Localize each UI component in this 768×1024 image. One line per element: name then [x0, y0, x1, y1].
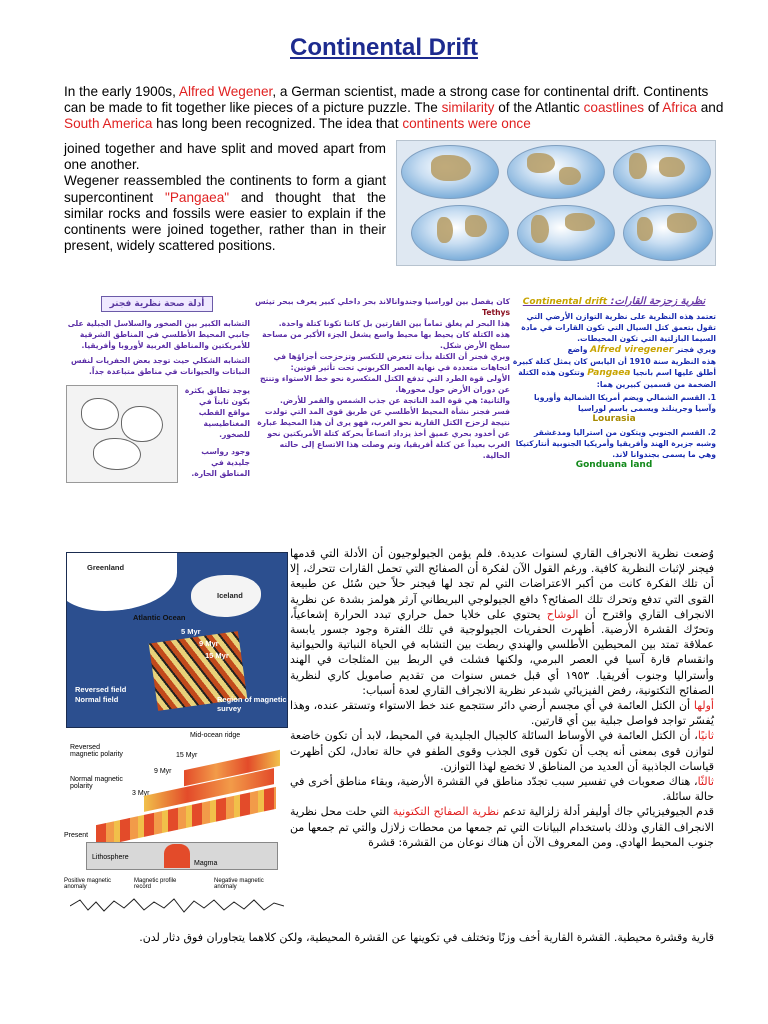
intro-text: , a German scientist, made a strong case for continental drift. Continents can be made to fit together like pieces of a picture puzzle. The [64, 84, 709, 116]
arabic-paragraph [290, 728, 714, 774]
intro-text: of [644, 100, 663, 116]
ridge-label: Mid-ocean ridge [190, 732, 241, 739]
magma-label: Magma [194, 860, 218, 867]
myr-label: 15 Myr [205, 651, 229, 660]
intro-text: In the early 1900s, [64, 84, 179, 99]
tethys-panel [254, 296, 510, 536]
mantle-word: الوشاح [546, 607, 579, 621]
globe-map [507, 145, 605, 199]
globe-map [411, 205, 509, 261]
landmass-shape [531, 215, 549, 243]
para-text: joined together and have split and moved apart from one another. [64, 141, 386, 173]
arabic-paragraph [290, 804, 714, 850]
drift-theory-title [512, 296, 716, 307]
continents-phrase: continents were once [402, 116, 531, 132]
laurasia-en: Lourasia [592, 414, 636, 424]
drift-text: تعتمد هذه النظرية على نظرية التوازن الأرضي التي تقول بتعمق كتل السيال التي تكون القارات في مادة السيما البازلتية التي تكون المحيطات. [521, 312, 716, 343]
south-america-word: South America [64, 116, 153, 132]
tethys-line: هذا البحر لم يغلق تماماً بين القارتين بل كانتا تكونا كتلة واحدة. [278, 319, 510, 328]
arabic-text: ، أن الكتل العائمة في الأوساط السائلة كالجبال الجليدية في المحيط، لابد أن تكون خاضعة لتوازن قوى بمعنى أنه يجب أن تكون قوى الجذب وقوى الطفو في حالة تعادل، لكن أظهرت قياسات الجاذبية أن العديد من المناطق لا تخضع لهذا التوازن. [290, 729, 714, 773]
drift-text [512, 356, 716, 390]
tethys-line: كان يفصل بين لوراسيا وجندوانالاند بحر داخلي كبير يعرف ببحر تيثس [255, 297, 510, 306]
ice-map-image [66, 385, 178, 483]
lithosphere-label: Lithosphere [92, 854, 129, 861]
third-reason: ثالثًا [697, 775, 714, 789]
myr-label: 15 Myr [176, 752, 198, 759]
tethys-line: والثانية: هي قوة المد الناتجة عن جذب الشمس والقمر للأرض. [279, 396, 510, 405]
arabic-body-text [290, 546, 714, 850]
iceland-label: Iceland [217, 591, 243, 600]
second-reason: ثانيًا [697, 729, 714, 743]
africa-word: Africa [662, 100, 697, 116]
landmass-shape [629, 153, 647, 179]
evidence-item: وجود رواسب جليدية في المناطق الحارة. [191, 447, 250, 478]
landmass-shape [437, 217, 453, 243]
magnetic-profile-graph [70, 896, 284, 916]
evidence-header: أدلة صحة نظرية فجنر [101, 296, 213, 312]
evidence-item: التشابه الكبير بين الصخور والسلاسل الجبلية على جانبي المحيط الأطلسي في المناطق الشرقية للأمريكتين والمناطق الغربية لأوروبا وأفريقيا. [67, 319, 250, 350]
coastlines-word: coastlines [583, 100, 645, 116]
pangaea-maps-image [396, 140, 716, 266]
similarity-word: similarity [441, 100, 495, 116]
profile-label: Magnetic profile record [134, 878, 177, 890]
seafloor-spreading-figure [64, 552, 290, 920]
pangaea-en: Pangaea [587, 368, 631, 378]
drift-text [512, 344, 716, 356]
intro-text: and [696, 100, 724, 116]
intro-text: has long been recognized. The idea that [152, 116, 403, 132]
arabic-paragraph [290, 546, 714, 698]
myr-label: 5 Myr [181, 627, 201, 636]
para-text: and thought that the similar rocks and fossils were easier to explain if the continents were joined together, rather than in their present, widely scattered positions. [64, 189, 386, 254]
magma-shape [164, 844, 190, 868]
title-ar: نظرية زحزحة القارات: [607, 296, 706, 307]
arabic-paragraph [290, 698, 714, 728]
pangaea-paragraph [64, 141, 386, 254]
landmass-shape [667, 213, 697, 233]
greenland-shape [66, 552, 177, 611]
arabic-text: أن الكتل العائمة في أي مجسم أرضي دائر ستتجمع عند خط الاستواء وتستقر عنده، وهذا يُفسّر تواجد فواصل جبلية بين أي قارتين. [290, 699, 714, 728]
atlantic-label: Atlantic Ocean [133, 613, 186, 622]
reversed-field-label: Reversed field [75, 685, 127, 694]
tethys-line: هذه الكتلة كان يحيط بها محيط واسع يشغل الجزء الأكبر من مساحة سطح الأرض شكل. [262, 330, 510, 350]
drift-text-part: واضع [567, 345, 591, 354]
drift-text-part: وتتكون هذه الكتلة الضخمة من قسمين كبيرين هما: [518, 368, 716, 389]
arabic-text: يحتوي على خلايا حمل حراري تبدد الحرارة إشعاعياً، وتحرّك القشرة الأرضية. أظهرت الحفريات الجيولوجية في تلك الفترة وجود جسور يابسة عملاقة تمتد بين المحيطين الأطلسي والهندي ربطت بين التشابه في الحياة النباتية والحيوانية وانقسام قارة آسيا في العصر البرمي، ولكنها فشلت في الربط بين المثلجات في الهند وأستراليا وجنوب أفريقيا. ١٩٥٣ أي قبل خمس سنوات من تقديم صامويل كاري لنظرية الصفائح التكتونية، رفض الفيزيائي شبدعر نظرية الانجراف القاري لعدة أسباب: [290, 607, 714, 697]
negative-anomaly-label: Negative magnetic anomaly [214, 878, 264, 890]
magnetic-survey-map [66, 552, 288, 728]
survey-region-label: Region of magnetic survey [217, 695, 287, 713]
drift-text-part: هذه النظرية سنة 1910 أن اليابس كان يمثل كتلة كبيرة أطلق عليها اسم بانجيا [512, 357, 716, 377]
page-title: Continental Drift [290, 34, 478, 61]
wegener-en: Alfred viregener [590, 345, 674, 355]
drift-text-part: ويري فجنر [673, 345, 716, 354]
normal-polarity-label: Normal magnetic polarity [70, 776, 123, 790]
landmass-shape [637, 217, 653, 241]
tethys-line: فسر فجنر نشأة المحيط الأطلسي عن طريق قوى المد التي تولدت نتيجة لزحزح الكتل القارية نحو الغرب، فهو يرى أن هذا المحيط عبارة عن أخدود بحري عميق أخذ يزداد اتساعاً بحركة كتلة الأمريكتين نحو الغرب بعيداً عن كتلة أفريقيا، وتم وصلت هذا الاتساع إلى حالته الحالية. [257, 407, 510, 460]
intro-text: of the Atlantic [494, 100, 584, 116]
arabic-text: التي حلت محل نظرية الانجراف القاري وذلك باستخدام البيانات التي تم جمعها من محطات زلازل والتي تم جمعها من جنوب المحيط الهادي. ومن المعروف الآن أن هناك نوعان من القشرة: قشرة [290, 805, 714, 849]
plate-tectonics-phrase: نظرية الصفائح التكتونية [392, 805, 500, 819]
tethys-word: Tethys [482, 308, 510, 317]
landmass-shape [565, 213, 595, 231]
wegener-name: Alfred Wegener [178, 84, 273, 99]
present-label: Present [64, 832, 89, 839]
landmass-shape [559, 167, 581, 185]
tethys-line: وبري فجنر أن الكتلة بدأت تتعرض للتكسر وتزحزحت أجزاؤها في اتجاهات متعددة في نهاية العصر الكربوني تحت تأثير قوتين: [273, 352, 510, 372]
evidence-item: يوجد تطابق بكثرة بكون ثابتاً في مواقع القطب المغناطيسية للصخور. [184, 386, 250, 439]
arabic-text: ، هناك صعوبات في تفسير سبب تجدّد مناطق في القشرة الأرضية، وبقاء مناطق أخرى في حالة سائلة. [290, 775, 714, 804]
first-reason: أولها [693, 699, 714, 713]
evidence-panel [64, 296, 250, 536]
landmass-shape [431, 155, 471, 181]
drift-text: 1. القسم الشمالي ويضم أمريكا الشمالية وأوروبا وآسيا وجرينلند ويسمى باسم لوراسيا [534, 393, 716, 413]
drift-theory-panel [512, 296, 716, 536]
intro-paragraph [64, 84, 724, 133]
landmass-shape [465, 215, 487, 237]
myr-label: 9 Myr [199, 639, 219, 648]
myr-label: 9 Myr [154, 768, 172, 775]
tethys-line: الأولى قوة الطرد التي تدفع الكتل المتكسرة نحو خط الاستواء وتنتج عن دوران الأرض حول محورها. [259, 374, 510, 394]
arabic-text: وُضعت نظرية الانجراف القاري لسنوات عديدة. فلم يؤمن الجيولوجيون أن الأدلة التي قدمها فيجنر لإثبات النظرية كافية. ورغم القول الآن لفكرة أن الصفائح التي تحمل القارات تتحرك، إلا أن تلك الفكرة كانت من أكبر الاعتراضات التي لم تجد لها فيجنر حلاً حين سُئل عن طبيعة القوى التي تدفع وتحرك تلك الصفائح؟ دافع الجيولوجي البريطاني آرثر هولمز بشدة عن نظرية الانجراف القاري واقترح أن [290, 547, 714, 621]
landmass-shape [527, 153, 555, 173]
greenland-label: Greenland [87, 563, 125, 572]
positive-anomaly-label: Positive magnetic anomaly [64, 878, 112, 890]
arabic-last-line: قارية وقشرة محيطية. القشرة القارية أخف وزنًا وتختلف في تكوينها عن القشرة المحيطية، ولكن كلاهما يتجاوران فوق دثار لدن. [139, 931, 714, 944]
gondwana-en: Gonduana land [575, 460, 653, 470]
ridge-cross-section [64, 732, 290, 920]
drift-text: 2. القسم الجنوبي ويتكون من استراليا ومدغشقر وشبه جزيرة الهند وأفريقيا وأمريكيا الجنوبية أنتاركتيكا وهي ما يسمى بجندوانا لاند. [515, 428, 716, 459]
arabic-text: قدم الجيوفيزيائي جاك أوليفر أدلة زلزالية تدعم [499, 805, 715, 819]
title-en: Continental drift [522, 297, 608, 307]
arabic-paragraph [290, 774, 714, 804]
reversed-polarity-label: Reversed magnetic polarity [70, 744, 123, 758]
normal-field-label: Normal field [75, 695, 119, 704]
landmass-shape [659, 157, 685, 177]
para-text: Wegener reassembled the continents to form a giant supercontinent [64, 173, 386, 205]
evidence-item: التشابه الشكلي حيث توجد بعض الحفريات لنفس النباتات والحيوانات في مناطق متباعدة جداً. [70, 356, 250, 376]
myr-label: 3 Myr [132, 790, 150, 797]
pangaea-word: "Pangaea" [165, 189, 230, 205]
